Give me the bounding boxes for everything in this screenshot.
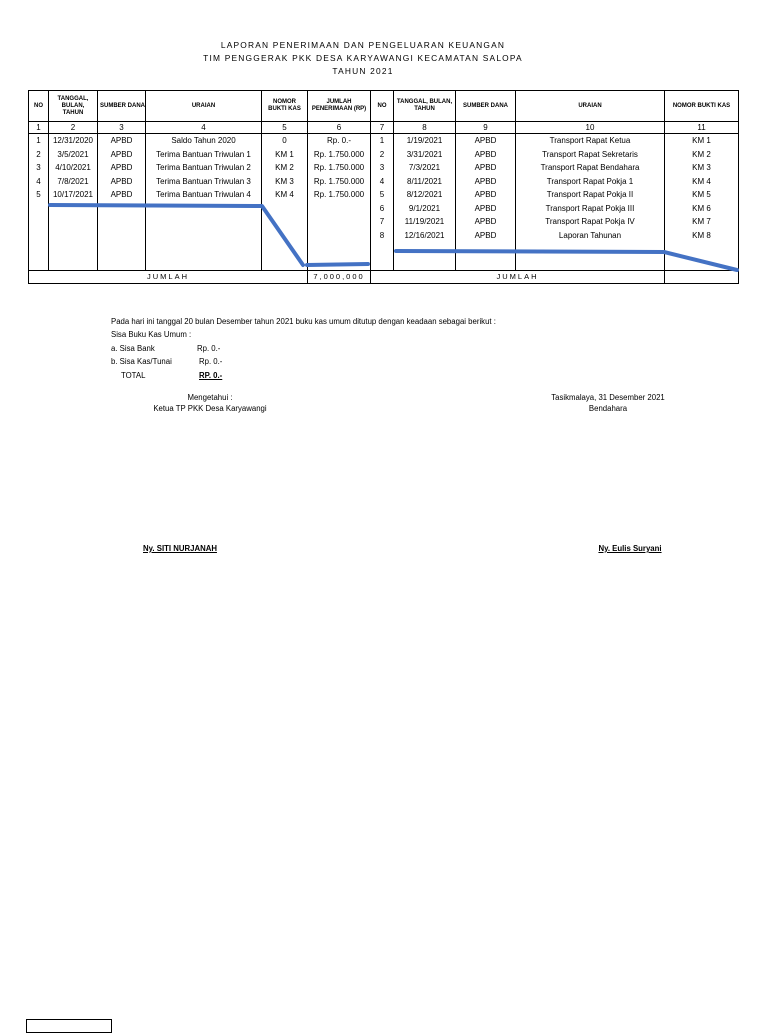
table-row [29, 215, 739, 229]
table-cell: 3 [29, 161, 49, 175]
signature-right-name: Ny. Eulis Suryani [598, 544, 662, 553]
column-number: 11 [665, 122, 739, 134]
table-cell: KM 2 [665, 148, 739, 162]
table-cell: KM 1 [665, 134, 739, 148]
table-cell [308, 229, 371, 243]
table-cell: 0 [262, 134, 308, 148]
table-cell: KM 2 [262, 161, 308, 175]
blank-row [29, 254, 739, 271]
table-cell: 3 [371, 161, 394, 175]
header-cell: JUMLAH PENERIMAAN (RP) [308, 91, 371, 122]
closing-statement: Pada hari ini tanggal 20 bulan Desember tahun 2021 buku kas umum ditutup dengan keadaan sebagai berikut : [111, 317, 496, 326]
table-cell: Transport Rapat Bendahara [516, 161, 665, 175]
table-cell: KM 8 [665, 229, 739, 243]
total-amount-left: 7,000,000 [308, 271, 371, 284]
table-cell: APBD [456, 202, 516, 216]
header-cell: SUMBER DANA [98, 91, 146, 122]
report-title-line-2: TIM PENGGERAK PKK DESA KARYAWANGI KECAMATAN SALOPA [203, 53, 523, 63]
total-label-right: JUMLAH [371, 271, 665, 284]
blank-row [29, 242, 739, 254]
table-cell: Terima Bantuan Triwulan 1 [146, 148, 262, 162]
table-cell: 12/16/2021 [394, 229, 456, 243]
table-cell: Transport Rapat Pokja 1 [516, 175, 665, 189]
table-cell: APBD [456, 215, 516, 229]
table-cell: 12/31/2020 [49, 134, 98, 148]
table-cell: 8/12/2021 [394, 188, 456, 202]
closing-subtitle: Sisa Buku Kas Umum : [111, 330, 192, 339]
table-cell: Transport Rapat Pokja IV [516, 215, 665, 229]
total-label-left: JUMLAH [29, 271, 308, 284]
table-cell: 4/10/2021 [49, 161, 98, 175]
cash-balance-label: b. Sisa Kas/Tunai [111, 357, 172, 366]
table-cell [262, 202, 308, 216]
table-cell: 8 [371, 229, 394, 243]
table-cell: Transport Rapat Sekretaris [516, 148, 665, 162]
table-cell: Laporan Tahunan [516, 229, 665, 243]
bank-balance-label: a. Sisa Bank [111, 344, 155, 353]
table-cell: APBD [456, 134, 516, 148]
table-cell [49, 229, 98, 243]
table-cell [29, 215, 49, 229]
table-cell: Terima Bantuan Triwulan 3 [146, 175, 262, 189]
table-row [29, 148, 739, 162]
table-cell [308, 215, 371, 229]
table-cell: 3/5/2021 [49, 148, 98, 162]
table-cell: 4 [371, 175, 394, 189]
header-cell: NO [371, 91, 394, 122]
table-cell: 11/19/2021 [394, 215, 456, 229]
table-cell [49, 202, 98, 216]
table-cell: KM 4 [262, 188, 308, 202]
table-cell: Rp. 0.- [308, 134, 371, 148]
header-row [29, 91, 739, 122]
table-cell: APBD [456, 161, 516, 175]
ledger-body [29, 134, 739, 243]
table-row [29, 134, 739, 148]
table-cell: Rp. 1.750.000 [308, 175, 371, 189]
table-cell: APBD [456, 148, 516, 162]
table-cell: 10/17/2021 [49, 188, 98, 202]
table-cell: APBD [98, 175, 146, 189]
table-cell: Transport Rapat Ketua [516, 134, 665, 148]
signature-left-title: Mengetahui : [187, 393, 233, 402]
table-cell: Transport Rapat Pokja II [516, 188, 665, 202]
table-cell: APBD [98, 148, 146, 162]
report-title-line-3: TAHUN 2021 [332, 66, 394, 76]
table-cell: 2 [371, 148, 394, 162]
table-cell [146, 215, 262, 229]
report-title-line-1: LAPORAN PENERIMAAN DAN PENGELUARAN KEUANGAN [220, 40, 506, 50]
column-number: 6 [308, 122, 371, 134]
total-balance-label: TOTAL [121, 371, 146, 380]
table-row [29, 188, 739, 202]
signature-right-place-date: Tasikmalaya, 31 Desember 2021 [551, 393, 665, 402]
column-number: 2 [49, 122, 98, 134]
table-cell [29, 202, 49, 216]
column-number: 5 [262, 122, 308, 134]
table-cell: 5 [371, 188, 394, 202]
table-row [29, 161, 739, 175]
ledger-table [28, 90, 739, 284]
table-cell [308, 202, 371, 216]
table-cell: Transport Rapat Pokja III [516, 202, 665, 216]
column-number: 7 [371, 122, 394, 134]
header-cell: TANGGAL, BULAN, TAHUN [394, 91, 456, 122]
table-cell: KM 5 [665, 188, 739, 202]
table-cell [29, 229, 49, 243]
table-cell: KM 7 [665, 215, 739, 229]
table-cell: KM 6 [665, 202, 739, 216]
header-cell: NO [29, 91, 49, 122]
table-row [29, 229, 739, 243]
header-cell: TANGGAL, BULAN, TAHUN [49, 91, 98, 122]
table-cell: 5 [29, 188, 49, 202]
signature-left-role: Ketua TP PKK Desa Karyawangi [153, 404, 267, 413]
table-cell: 8/11/2021 [394, 175, 456, 189]
table-cell [262, 229, 308, 243]
table-cell: APBD [456, 229, 516, 243]
table-cell [98, 215, 146, 229]
table-cell [146, 229, 262, 243]
table-cell: APBD [98, 134, 146, 148]
table-cell: 3/31/2021 [394, 148, 456, 162]
table-cell: APBD [98, 188, 146, 202]
table-cell: APBD [98, 161, 146, 175]
header-cell: URAIAN [146, 91, 262, 122]
column-number: 8 [394, 122, 456, 134]
table-cell: 4 [29, 175, 49, 189]
table-cell: Saldo Tahun 2020 [146, 134, 262, 148]
column-number: 9 [456, 122, 516, 134]
table-cell: 2 [29, 148, 49, 162]
column-number: 10 [516, 122, 665, 134]
table-cell: 1 [371, 134, 394, 148]
table-cell: APBD [456, 188, 516, 202]
table-cell [98, 229, 146, 243]
total-row [29, 271, 739, 284]
cash-balance-value: Rp. 0.- [199, 357, 223, 366]
table-cell [262, 215, 308, 229]
header-cell: NOMOR BUKTI KAS [665, 91, 739, 122]
table-cell: Rp. 1.750.000 [308, 148, 371, 162]
table-cell: 1 [29, 134, 49, 148]
table-cell: 7 [371, 215, 394, 229]
total-amount-right [665, 271, 739, 284]
table-cell [49, 215, 98, 229]
table-cell: KM 1 [262, 148, 308, 162]
table-cell [146, 202, 262, 216]
table-cell: KM 3 [665, 161, 739, 175]
column-number: 3 [98, 122, 146, 134]
header-cell: URAIAN [516, 91, 665, 122]
signature-right-role: Bendahara [588, 404, 628, 413]
table-cell: KM 3 [262, 175, 308, 189]
header-cell: NOMOR BUKTI KAS [262, 91, 308, 122]
table-cell: KM 4 [665, 175, 739, 189]
table-cell: Terima Bantuan Triwulan 4 [146, 188, 262, 202]
column-number: 4 [146, 122, 262, 134]
table-row [29, 175, 739, 189]
table-row [29, 202, 739, 216]
column-number-row [29, 122, 739, 134]
table-cell: APBD [456, 175, 516, 189]
table-cell: 7/3/2021 [394, 161, 456, 175]
table-cell [98, 202, 146, 216]
table-cell: Terima Bantuan Triwulan 2 [146, 161, 262, 175]
bank-balance-value: Rp. 0.- [197, 344, 221, 353]
table-cell: 6 [371, 202, 394, 216]
total-balance-value: RP. 0.- [199, 371, 223, 380]
table-cell: Rp. 1.750.000 [308, 161, 371, 175]
header-cell: SUMBER DANA [456, 91, 516, 122]
table-cell: Rp. 1.750.000 [308, 188, 371, 202]
corner-box [26, 1019, 112, 1033]
table-cell: 1/19/2021 [394, 134, 456, 148]
column-number: 1 [29, 122, 49, 134]
signature-left-name: Ny. SITI NURJANAH [143, 544, 217, 553]
table-cell: 9/1/2021 [394, 202, 456, 216]
table-cell: 7/8/2021 [49, 175, 98, 189]
